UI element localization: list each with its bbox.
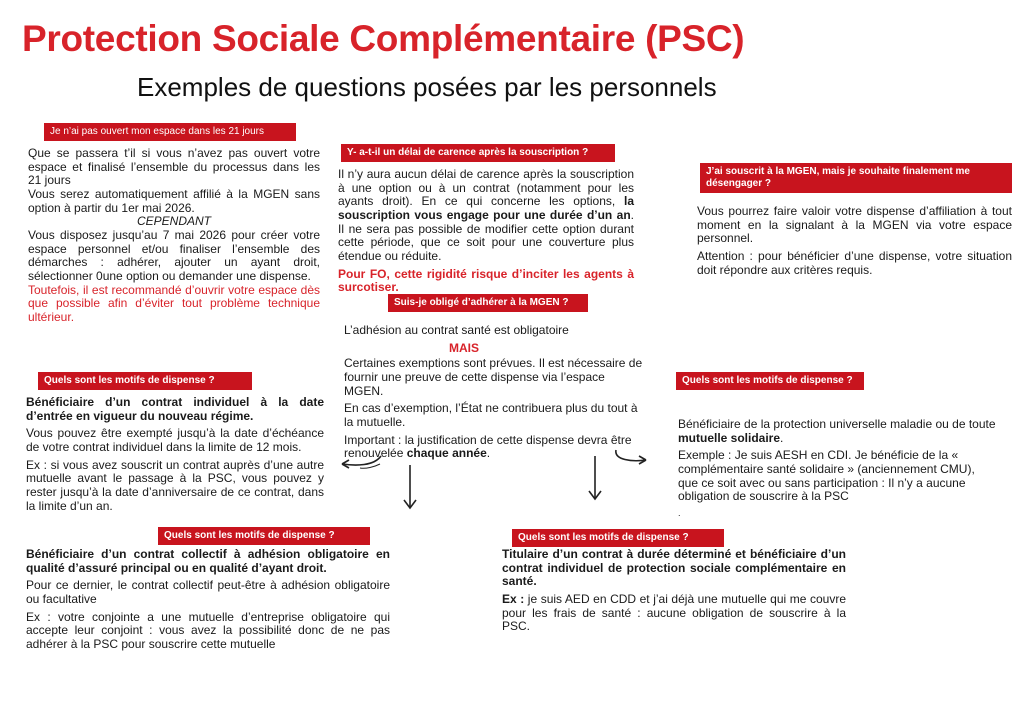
curved-arrow-left-icon [336,452,386,474]
dispense-2-p2: Exemple : Je suis AESH en CDI. Je bénéficie de la « complémentaire santé solidaire » (anciennement CMU), que ce soit avec ou sans participation : Il n’y a aucune obligation de souscrire à la PSC [678,448,975,504]
answer-obligation-p4a: Important : la justification de cette dispense devra être renouvelée [344,432,632,461]
answer-obligation-p3: En cas d’exemption, l’État ne contribuera plus du tout à la mutuelle. [344,401,638,430]
answer-obligation-p1: L’adhésion au contrat santé est obligatoire [344,323,569,337]
dispense-4-p1a: Ex : [502,592,528,607]
answer-obligation-p2: Certaines exemptions sont prévues. Il est nécessaire de fournir une preuve de cette dispense via l’espace MGEN. [344,356,643,398]
curved-arrow-right-icon [612,446,652,468]
answer-espace-p1: Que se passera t’il si vous n’avez pas ouvert votre espace et finalisé l’ensemble du processus dans les 21 jours [28,146,320,188]
answer-desengager-p2: Attention : pour bénéficier d’une dispense, votre situation doit répondre aux critères requis. [697,249,1012,277]
dispense-3-p2: Ex : votre conjointe a une mutuelle d’entreprise obligatoire qui accepte leur conjoint : vous avez la possibilité donc de ne pas adhérer à la PSC pour souscrire cette mutuelle [26,609,390,652]
dispense-4-p1b: je suis AED en CDD et j’ai déjà une mutuelle qui me couvre pour les frais de santé : aucune obligation de souscrire à la PSC. [502,592,846,634]
answer-obligation-mais: MAIS [449,340,479,355]
answer-espace-cependant: CEPENDANT [136,214,211,229]
answer-desengager-p1: Vous pourrez faire valoir votre dispense d’affiliation à tout moment en la signalant à la MGEN via votre espace personnel. [697,204,1012,246]
answer-espace-p3: Vous disposez jusqu’au 7 mai 2026 pour créer votre espace personnel et/ou finaliser l’ensemble des démarches : adhérer, ajouter un ayant droit, sélectionner 0une option ou demander une dispense. [28,228,320,284]
question-tag-espace: Je n’ai pas ouvert mon espace dans les 21 jours [44,123,296,141]
dispense-block-2 [678,418,996,522]
dispense-block-1 [26,396,324,517]
dispense-2-dot: . [678,508,681,519]
question-tag-obligation: Suis-je obligé d’adhérer à la MGEN ? [388,294,588,312]
dispense-3-head: Bénéficiaire d’un contrat collectif à adhésion obligatoire en qualité d’assuré principal ou en qualité d’ayant droit. [26,547,390,575]
dispense-4-head: Titulaire d’un contrat à durée déterminé et bénéficiaire d’un contrat individuel de protection sociale complémentaire en santé. [502,547,846,589]
answer-obligation-p4b: chaque année [406,446,487,461]
dispense-3-p1: Pour ce dernier, le contrat collectif peut-être à adhésion obligatoire ou facultative [26,578,390,607]
dispense-block-3 [26,548,390,656]
dispense-2-p1a: Bénéficiaire de la protection universelle maladie ou de toute [678,417,996,431]
dispense-tag-4: Quels sont les motifs de dispense ? [512,529,724,547]
page-subtitle: Exemples de questions posées par les personnels [137,72,717,102]
dispense-1-head: Bénéficiaire d’un contrat individuel à la date d’entrée en vigueur du nouveau régime. [26,395,324,423]
answer-carence-p1a: Il n’y aura aucun délai de carence après la souscription à une option ou à un contrat (notamment pour les ayants droit). En ce qui concerne les options, [338,167,634,209]
dispense-tag-2: Quels sont les motifs de dispense ? [676,372,864,390]
answer-carence-p1c: . Il ne sera pas possible de modifier cette option durant cette période, que ce soit pour une couverture plus étendue ou réduite. [338,208,634,264]
page-title: Protection Sociale Complémentaire (PSC) [22,18,745,59]
question-tag-carence: Y- a-t-il un délai de carence après la souscription ? [341,144,615,162]
answer-espace-p4: Toutefois, il est recommandé d’ouvrir votre espace dès que possible afin d’éviter tout problème technique ultérieur. [28,282,320,325]
dispense-block-4 [502,548,846,638]
answer-obligation [344,324,644,465]
arrow-down-icon [588,456,602,502]
answer-obligation-p4c: . [486,446,491,461]
answer-carence-p1b: la souscription vous engage pour une durée d’un an [338,194,634,223]
dispense-1-p2: Ex : si vous avez souscrit un contrat auprès d’une autre mutuelle avant le passage à la PSC, vous pouvez y rester jusqu’à la date d’anniversaire de ce contrat, dans la limite d’un an. [26,457,324,513]
dispense-2-p1b: mutuelle solidaire [678,430,781,445]
dispense-2-p1c: . [780,430,784,445]
dispense-tag-1: Quels sont les motifs de dispense ? [38,372,252,390]
answer-espace [28,147,320,325]
answer-carence-p2: Pour FO, cette rigidité risque d’inciter les agents à surcotiser. [338,266,634,295]
arrow-down-icon [403,465,417,511]
dispense-tag-3: Quels sont les motifs de dispense ? [158,527,370,545]
dispense-1-p1: Vous pouvez être exempté jusqu’à la date d’échéance de votre contrat individuel dans la limite de 12 mois. [26,426,324,455]
question-tag-desengager: J’ai souscrit à la MGEN, mais je souhaite finalement me désengager ? [700,163,1012,193]
answer-carence [338,168,634,299]
answer-desengager [697,205,1012,281]
answer-espace-p2: Vous serez automatiquement affilié à la MGEN sans option à partir du 1er mai 2026. [28,187,320,215]
